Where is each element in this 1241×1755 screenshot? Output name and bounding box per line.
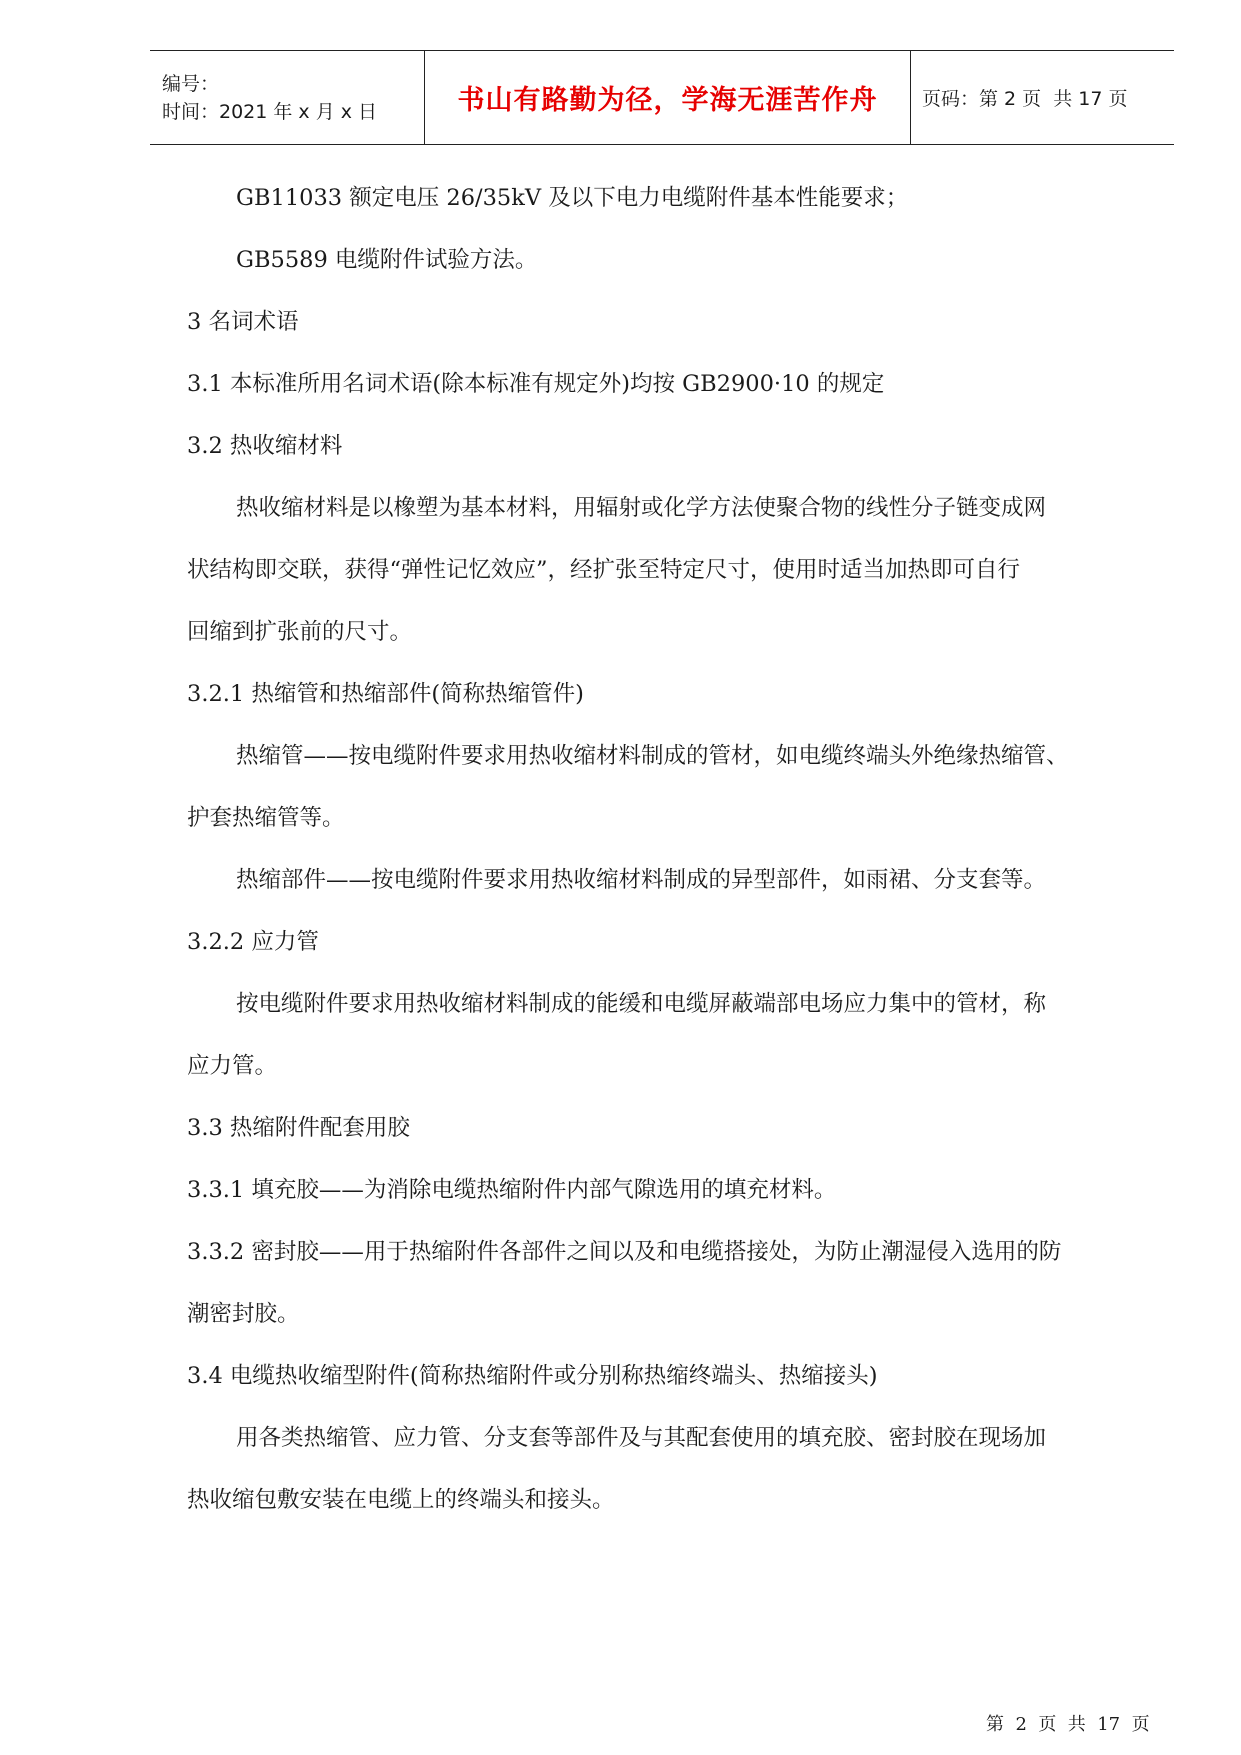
section-heading: 3.2.1 热缩管和热缩部件(简称热缩管件): [187, 681, 584, 707]
section-heading: 3.4 电缆热收缩型附件(简称热缩附件或分别称热缩终端头、热缩接头): [187, 1363, 878, 1389]
paragraph-line: 状结构即交联，获得“弹性记忆效应”，经扩张至特定尺寸，使用时适当加热即可自行: [187, 557, 1021, 583]
section-heading: 3.3 热缩附件配套用胶: [187, 1115, 410, 1141]
paragraph-line: 热缩管——按电缆附件要求用热收缩材料制成的管材，如电缆终端头外绝缘热缩管、: [236, 743, 1069, 769]
paragraph-line: 护套热缩管等。: [187, 805, 345, 831]
document-number-label: 编号：: [162, 72, 220, 95]
clause-text: 3.3.2 密封胶——用于热缩附件各部件之间以及和电缆搭接处，为防止潮湿侵入选用的防: [187, 1239, 1062, 1265]
clause-text: 潮密封胶。: [187, 1301, 300, 1327]
standard-reference: GB11033 额定电压 26/35kV 及以下电力电缆附件基本性能要求；: [236, 185, 909, 211]
motto-text: 书山有路勤为径，学海无涯苦作舟: [457, 85, 878, 116]
date-label: 时间：2021 年 x 月 x 日: [162, 100, 378, 123]
clause-text: 3.1 本标准所用名词术语(除本标准有规定外)均按 GB2900·10 的规定: [187, 371, 885, 397]
page-footer: 第 2 页 共 17 页: [986, 1714, 1150, 1735]
section-heading: 3.2 热收缩材料: [187, 433, 343, 459]
section-heading: 3.2.2 应力管: [187, 929, 319, 955]
paragraph-line: 按电缆附件要求用热收缩材料制成的能缓和电缆屏蔽端部电场应力集中的管材，称: [236, 991, 1047, 1017]
paragraph-line: 回缩到扩张前的尺寸。: [187, 619, 413, 645]
paragraph-line: 热缩部件——按电缆附件要求用热收缩材料制成的异型部件，如雨裙、分支套等。: [236, 867, 1047, 893]
clause-text: 3.3.1 填充胶——为消除电缆热缩附件内部气隙选用的填充材料。: [187, 1177, 837, 1203]
page-header: [150, 50, 1174, 145]
standard-reference: GB5589 电缆附件试验方法。: [236, 247, 538, 273]
paragraph-line: 用各类热缩管、应力管、分支套等部件及与其配套使用的填充胶、密封胶在现场加: [236, 1425, 1047, 1451]
page-number-cell: [911, 51, 1174, 144]
paragraph-line: 热收缩包敷安装在电缆上的终端头和接头。: [187, 1487, 615, 1513]
page-number-label: 页码：第 2 页 共 17 页: [922, 88, 1128, 110]
header-info: [150, 51, 425, 144]
section-heading: 3 名词术语: [187, 309, 299, 335]
paragraph-line: 热收缩材料是以橡塑为基本材料，用辐射或化学方法使聚合物的线性分子链变成网: [236, 495, 1047, 521]
paragraph-line: 应力管。: [187, 1053, 278, 1079]
motto-cell: [425, 51, 911, 144]
